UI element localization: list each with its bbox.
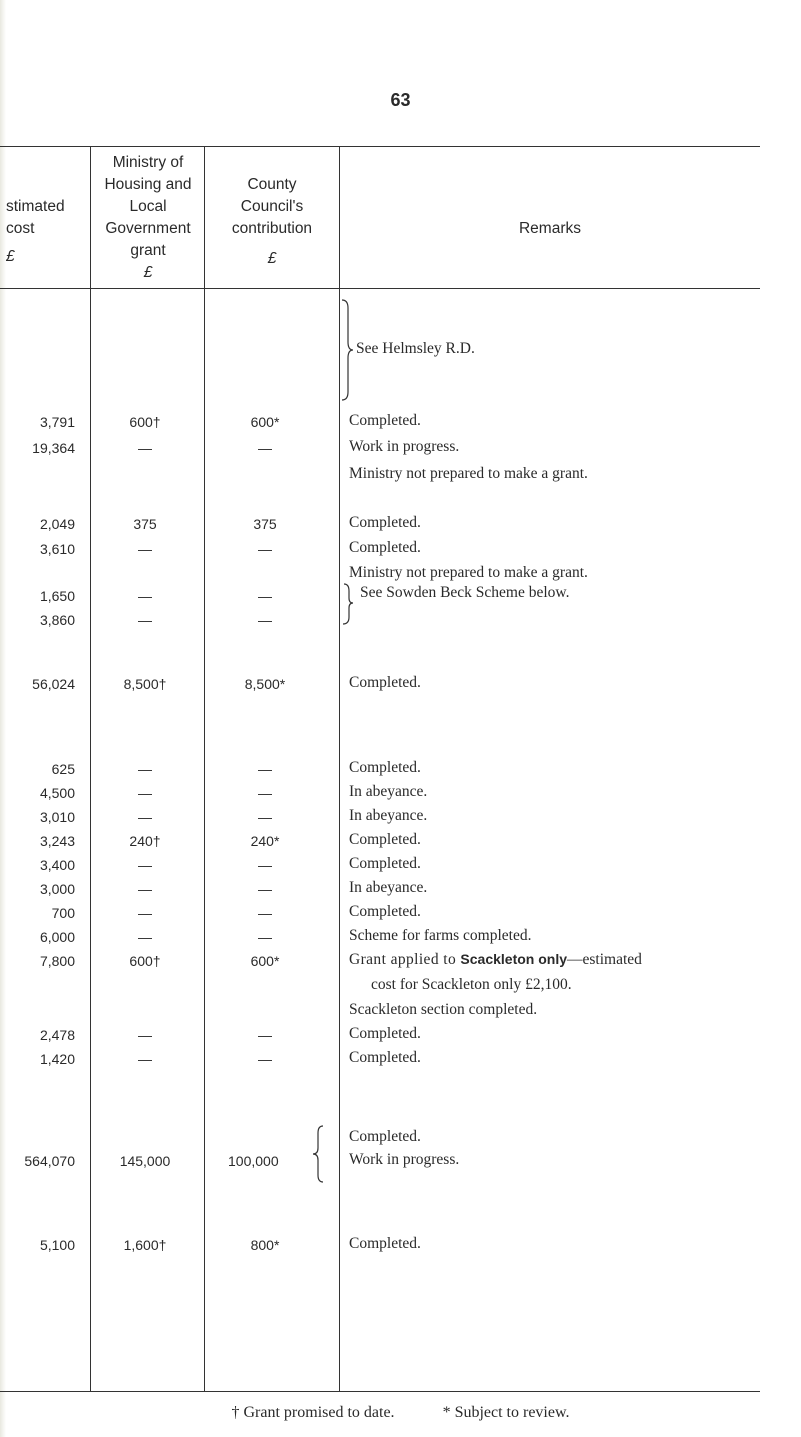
remark-row-18-prefix: Grant applied to: [349, 951, 461, 968]
right-brace-icon: [340, 298, 354, 402]
column-divider-1: [90, 146, 91, 1391]
contribution-row-25: 800*: [250, 1237, 280, 1253]
remark-row-25: Completed.: [349, 1235, 421, 1252]
contribution-row-15: —: [258, 881, 272, 897]
grant-row-16: —: [138, 905, 152, 921]
contribution-row-5: —: [258, 541, 272, 557]
grant-row-10: —: [138, 761, 152, 777]
remark-row-1: Completed.: [349, 412, 421, 429]
cost-row-24: 564,070: [24, 1153, 75, 1169]
remark-row-13: Completed.: [349, 831, 421, 848]
column-divider-2: [204, 146, 205, 1391]
cost-row-14: 3,400: [39, 857, 75, 873]
remark-row-14: Completed.: [349, 855, 421, 872]
contribution-row-24: 100,000: [228, 1153, 279, 1169]
header-cost-unit: £: [6, 248, 15, 265]
remark-row-15: In abeyance.: [349, 879, 428, 896]
cost-row-4: 2,049: [39, 516, 75, 532]
grant-row-13: 240†: [129, 833, 161, 849]
table-top-rule: [0, 146, 760, 147]
left-brace-icon: [311, 1125, 325, 1183]
grant-row-4: 375: [133, 516, 157, 532]
remark-row-12: In abeyance.: [349, 807, 428, 824]
contribution-row-1: 600*: [250, 414, 280, 430]
grant-row-17: —: [138, 929, 152, 945]
right-brace-icon: [340, 583, 354, 625]
remark-row-11: In abeyance.: [349, 783, 428, 800]
grant-row-24: 145,000: [119, 1153, 171, 1169]
remark-row-16: Completed.: [349, 903, 421, 920]
contribution-row-17: —: [258, 929, 272, 945]
grant-row-8: —: [138, 612, 152, 628]
grant-row-15: —: [138, 881, 152, 897]
remark-row-18-bold: Scackleton only: [460, 951, 567, 967]
contribution-row-2: —: [258, 440, 272, 456]
remark-row-0: See Helmsley R.D.: [356, 340, 475, 357]
remark-row-17: Scheme for farms completed.: [349, 927, 532, 944]
header-remarks: [340, 218, 760, 240]
contribution-row-10: —: [258, 761, 272, 777]
contribution-row-4: 375: [253, 516, 277, 532]
page-number: 63: [390, 90, 411, 110]
cost-row-5: 3,610: [39, 541, 75, 557]
contribution-row-22: —: [258, 1051, 272, 1067]
contribution-row-8: —: [258, 612, 272, 628]
header-cost: [0, 196, 80, 268]
remark-row-20: Scackleton section completed.: [349, 1001, 538, 1018]
grant-row-22: —: [138, 1051, 152, 1067]
remark-row-18-suffix: —estimated: [567, 951, 642, 968]
cost-row-18: 7,800: [39, 953, 75, 969]
remark-row-22: Completed.: [349, 1049, 421, 1066]
remark-row-2: Work in progress.: [349, 438, 460, 455]
grant-row-5: —: [138, 541, 152, 557]
cost-row-12: 3,010: [39, 809, 75, 825]
remark-row-10: Completed.: [349, 759, 421, 776]
header-bottom-rule: [0, 288, 760, 289]
grant-row-14: —: [138, 857, 152, 873]
grant-row-9: 8,500†: [123, 676, 167, 692]
contribution-row-21: —: [258, 1027, 272, 1043]
remark-row-19: cost for Scackleton only £2,100.: [371, 976, 572, 993]
remark-row-18: [349, 951, 642, 969]
remark-row-23: Completed.: [349, 1128, 421, 1145]
footnotes: [0, 1404, 801, 1422]
cost-row-21: 2,478: [39, 1027, 75, 1043]
footnote-asterisk: * Subject to review.: [442, 1404, 570, 1421]
grant-row-2: —: [138, 440, 152, 456]
contribution-row-11: —: [258, 785, 272, 801]
cost-row-11: 4,500: [39, 785, 75, 801]
contribution-row-16: —: [258, 905, 272, 921]
remark-row-21: Completed.: [349, 1025, 421, 1042]
contribution-row-14: —: [258, 857, 272, 873]
cost-row-1: 3,791: [39, 414, 75, 430]
header-county-unit: £: [267, 250, 277, 267]
grant-row-12: —: [138, 809, 152, 825]
grant-row-11: —: [138, 785, 152, 801]
header-ministry-unit: £: [143, 264, 153, 281]
header-county-label: County Council's contribution: [231, 176, 313, 237]
header-cost-label: stimated cost: [6, 198, 65, 237]
remark-row-24: Work in progress.: [349, 1151, 460, 1168]
cost-row-25: 5,100: [39, 1237, 75, 1253]
cost-row-16: 700: [51, 905, 75, 921]
cost-row-22: 1,420: [39, 1051, 75, 1067]
remark-row-3: Ministry not prepared to make a grant.: [349, 465, 588, 482]
remark-row-6: Ministry not prepared to make a grant.: [349, 564, 588, 581]
footnote-dagger: † Grant promised to date.: [231, 1404, 395, 1421]
header-ministry-label: Ministry of Housing and Local Government grant: [104, 154, 192, 259]
contribution-row-7: —: [258, 588, 272, 604]
cost-row-2: 19,364: [32, 440, 75, 456]
cost-row-10: 625: [51, 761, 75, 777]
contribution-row-9: 8,500*: [244, 676, 286, 692]
cost-row-7: 1,650: [39, 588, 75, 604]
remark-row-7: See Sowden Beck Scheme below.: [360, 584, 570, 601]
grant-row-7: —: [138, 588, 152, 604]
remark-row-9: Completed.: [349, 674, 421, 691]
header-ministry-grant: [92, 152, 204, 284]
grant-row-25: 1,600†: [123, 1237, 167, 1253]
cost-row-17: 6,000: [39, 929, 75, 945]
header-county-contribution: [206, 174, 338, 270]
grant-row-18: 600†: [129, 953, 161, 969]
grant-row-21: —: [138, 1027, 152, 1043]
cost-row-8: 3,860: [39, 612, 75, 628]
cost-row-9: 56,024: [32, 676, 75, 692]
contribution-row-13: 240*: [250, 833, 280, 849]
contribution-row-12: —: [258, 809, 272, 825]
remark-row-5: Completed.: [349, 539, 421, 556]
remark-row-4: Completed.: [349, 514, 421, 531]
header-remarks-label: Remarks: [518, 220, 581, 237]
contribution-row-18: 600*: [250, 953, 280, 969]
cost-row-13: 3,243: [39, 833, 75, 849]
table-bottom-rule: [0, 1391, 760, 1392]
cost-row-15: 3,000: [39, 881, 75, 897]
grant-row-1: 600†: [129, 414, 161, 430]
